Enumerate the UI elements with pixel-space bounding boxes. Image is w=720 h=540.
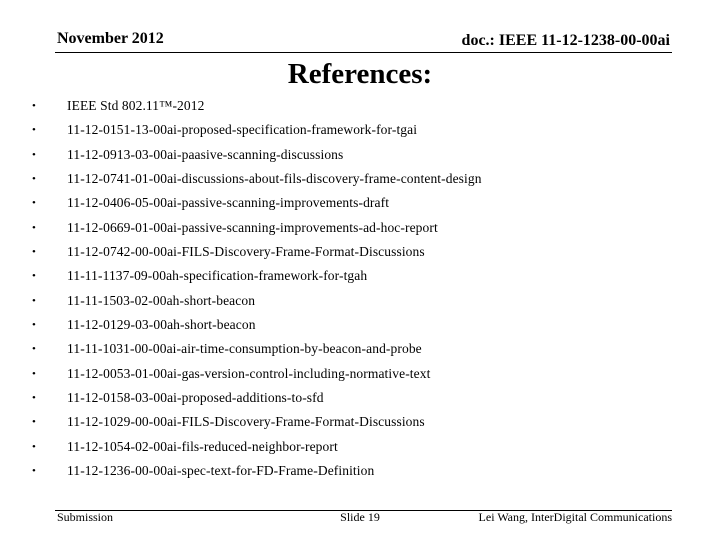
header-divider xyxy=(55,52,672,53)
reference-text: 11-11-1503-02-00ah-short-beacon xyxy=(67,292,256,308)
bullet-icon: • xyxy=(32,440,36,453)
footer-author: Lei Wang, InterDigital Communications xyxy=(478,510,672,524)
reference-text: 11-12-0406-05-00ai-passive-scanning-improvements-draft xyxy=(67,195,390,211)
list-item xyxy=(28,143,698,167)
reference-text: 11-11-1137-09-00ah-specification-framework-for-tgah xyxy=(67,268,368,284)
bullet-icon: • xyxy=(32,343,36,356)
bullet-icon: • xyxy=(32,367,36,380)
slide-title: References: xyxy=(287,58,433,90)
footer-submission: Submission xyxy=(57,510,114,524)
references-list xyxy=(28,94,698,483)
reference-text: 11-12-1029-00-00ai-FILS-Discovery-Frame-Format-Discussions xyxy=(67,414,425,430)
list-item xyxy=(28,435,698,459)
list-item xyxy=(28,167,698,191)
bullet-icon: • xyxy=(32,416,36,429)
reference-text: 11-12-0129-03-00ah-short-beacon xyxy=(67,316,256,332)
header-date: November 2012 xyxy=(57,30,164,47)
list-item xyxy=(28,264,698,288)
reference-text: 11-12-0669-01-00ai-passive-scanning-improvements-ad-hoc-report xyxy=(67,219,438,235)
reference-text: 11-12-0742-00-00ai-FILS-Discovery-Frame-Format-Discussions xyxy=(67,243,425,259)
reference-text: 11-12-1054-02-00ai-fils-reduced-neighbor-report xyxy=(67,438,338,454)
bullet-icon: • xyxy=(32,221,36,234)
reference-text: 11-12-1236-00-00ai-spec-text-for-FD-Frame-Definition xyxy=(67,462,375,478)
list-item xyxy=(28,94,698,118)
list-item xyxy=(28,410,698,434)
reference-text: IEEE Std 802.11™-2012 xyxy=(67,98,205,113)
bullet-icon: • xyxy=(32,100,36,112)
footer-slide-number: Slide 19 xyxy=(340,510,380,524)
bullet-icon: • xyxy=(32,270,36,283)
list-item xyxy=(28,362,698,386)
list-item xyxy=(28,313,698,337)
reference-text: 11-12-0053-01-00ai-gas-version-control-including-normative-text xyxy=(67,365,431,381)
bullet-icon: • xyxy=(32,245,36,258)
reference-text: 11-12-0913-03-00ai-paasive-scanning-discussions xyxy=(67,146,344,162)
list-item xyxy=(28,191,698,215)
bullet-icon: • xyxy=(32,318,36,331)
list-item xyxy=(28,337,698,361)
list-item xyxy=(28,459,698,483)
list-item xyxy=(28,289,698,313)
reference-text: 11-12-0741-01-00ai-discussions-about-fils-discovery-frame-content-design xyxy=(67,170,482,186)
bullet-icon: • xyxy=(32,124,36,137)
reference-text: 11-12-0158-03-00ai-proposed-additions-to-sfd xyxy=(67,389,324,405)
bullet-icon: • xyxy=(32,148,36,161)
reference-text: 11-11-1031-00-00ai-air-time-consumption-by-beacon-and-probe xyxy=(67,341,422,357)
bullet-icon: • xyxy=(32,391,36,404)
list-item xyxy=(28,386,698,410)
list-item xyxy=(28,118,698,142)
header-doc-id: doc.: IEEE 11-12-1238-00-00ai xyxy=(461,32,670,49)
list-item xyxy=(28,216,698,240)
bullet-icon: • xyxy=(32,197,36,210)
bullet-icon: • xyxy=(32,464,36,477)
list-item xyxy=(28,240,698,264)
bullet-icon: • xyxy=(32,294,36,307)
bullet-icon: • xyxy=(32,172,36,185)
reference-text: 11-12-0151-13-00ai-proposed-specification-framework-for-tgai xyxy=(67,122,418,138)
